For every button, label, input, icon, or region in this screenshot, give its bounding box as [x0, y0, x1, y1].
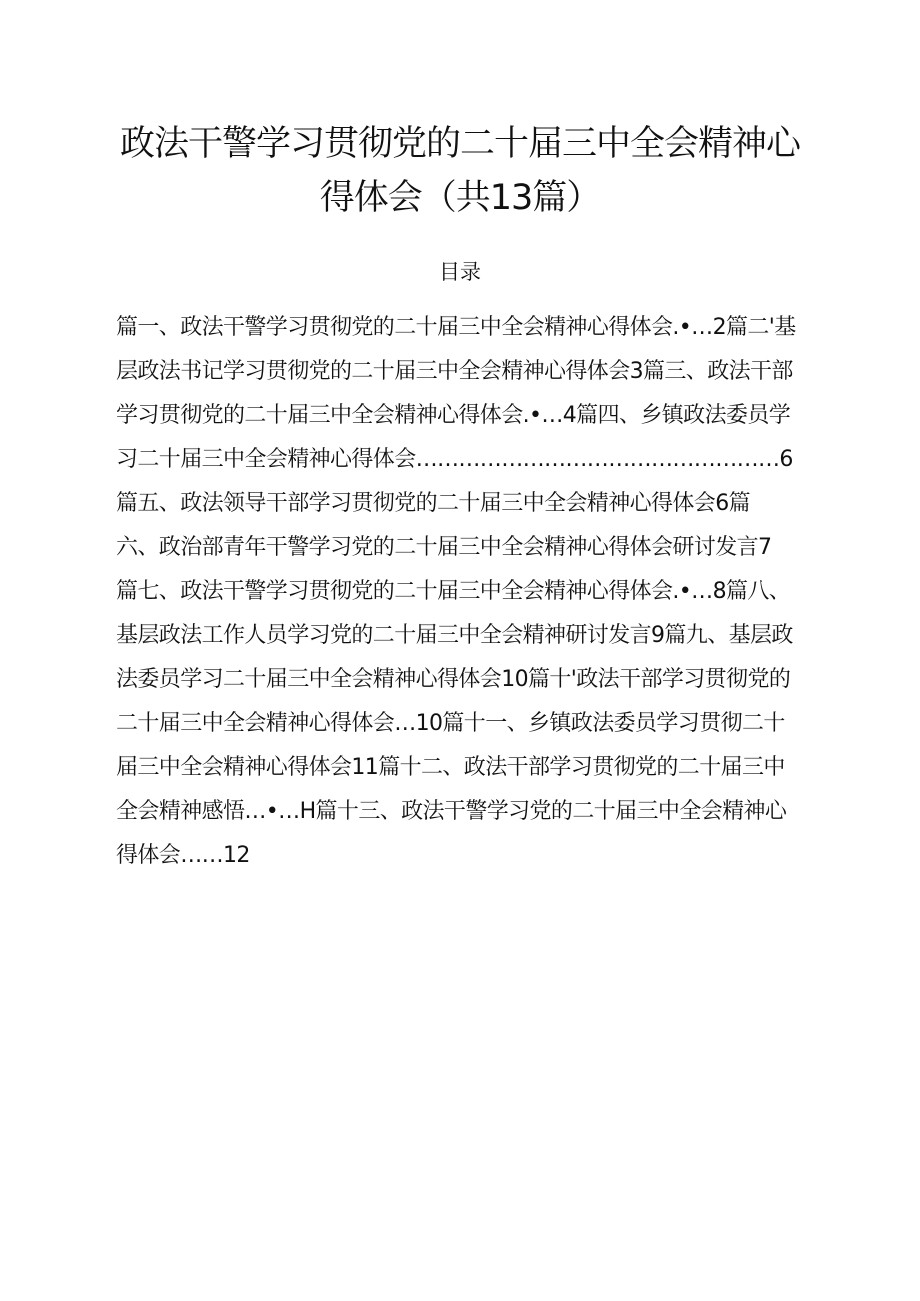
toc-line: 篇一、政法干警学习贯彻党的二十届三中全会精神心得体会.•…2篇二'基	[116, 315, 796, 340]
document-title-line-2: 得体会（共13篇）	[319, 178, 601, 218]
toc-line: 层政法书记学习贯彻党的二十届三中全会精神心得体会3篇三、政法干部	[116, 359, 793, 384]
toc-line: 法委员学习二十届三中全会精神心得体会10篇十'政法干部学习贯彻党的	[116, 667, 791, 692]
toc-line: 二十届三中全会精神心得体会…10篇十一、乡镇政法委员学习贯彻二十	[116, 711, 785, 736]
toc-line: 六、政治部青年干警学习党的二十届三中全会精神心得体会研讨发言7	[116, 535, 772, 560]
toc-line: 习二十届三中全会精神心得体会……………………………………………6	[116, 447, 793, 472]
toc-line: 学习贯彻党的二十届三中全会精神心得体会.•…4篇四、乡镇政法委员学	[116, 403, 791, 428]
toc-line: 篇五、政法领导干部学习贯彻党的二十届三中全会精神心得体会6篇	[116, 491, 750, 516]
toc-heading: 目录	[439, 260, 481, 284]
toc-line: 篇七、政法干警学习贯彻党的二十届三中全会精神心得体会.•…8篇八、	[116, 579, 791, 604]
toc-line: 全会精神感悟…•…H篇十三、政法干警学习党的二十届三中全会精神心	[116, 799, 787, 824]
toc-line: 基层政法工作人员学习党的二十届三中全会精神研讨发言9篇九、基层政	[116, 623, 793, 648]
toc-line: 得体会……12	[116, 843, 250, 868]
document-title-line-1: 政法干警学习贯彻党的二十届三中全会精神心	[119, 124, 800, 164]
table-of-contents	[116, 306, 836, 878]
toc-line: 届三中全会精神心得体会11篇十二、政法干部学习贯彻党的二十届三中	[116, 755, 785, 780]
